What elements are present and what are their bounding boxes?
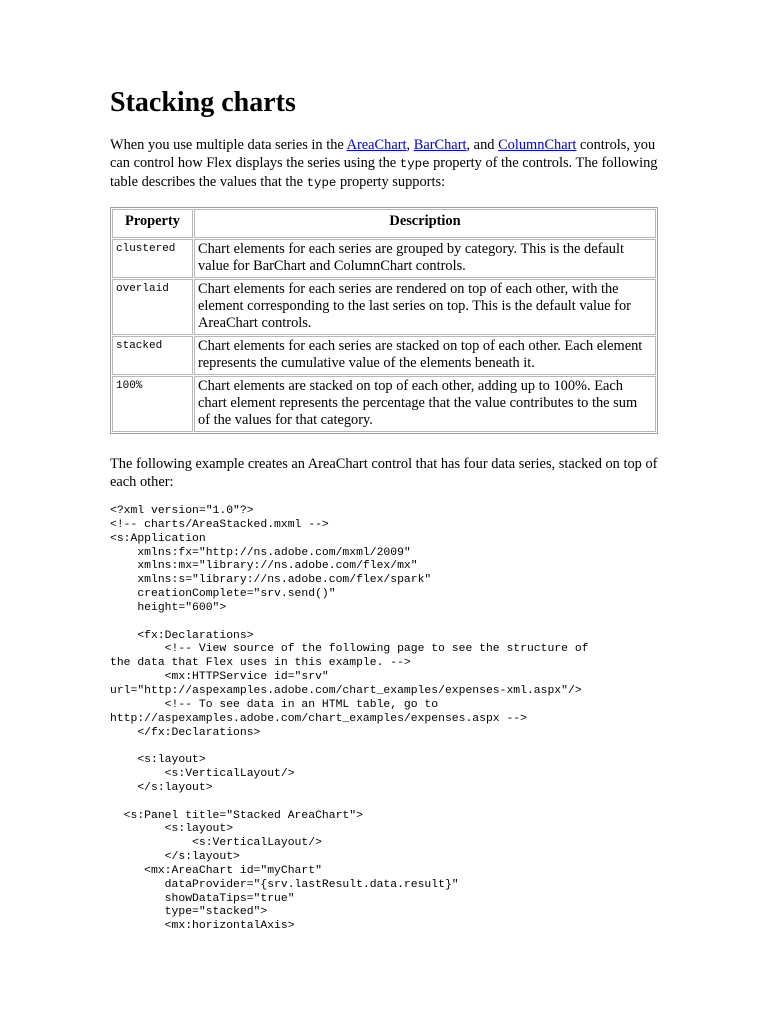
code-line: <!-- To see data in an HTML table, go to	[110, 698, 439, 711]
code-line: <mx:horizontalAxis>	[110, 920, 295, 933]
code-line: </s:layout>	[110, 781, 213, 794]
barchart-link[interactable]: BarChart	[413, 137, 467, 153]
intro-text: When you use multiple data series in the	[110, 137, 347, 153]
code-line: <s:VerticalLayout/>	[110, 837, 322, 850]
code-line: <s:VerticalLayout/>	[110, 768, 295, 781]
intro-text: controls, you can control how Flex displays the series using the	[110, 137, 656, 171]
code-line: xmlns:fx="http://ns.adobe.com/mxml/2009"	[110, 546, 411, 559]
table-row	[112, 376, 656, 432]
header-property: Property	[112, 209, 193, 238]
intro-text: property supports:	[336, 174, 446, 190]
areachart-link[interactable]: AreaChart	[346, 137, 407, 153]
description-cell: Chart elements are stacked on top of each other, adding up to 100%. Each chart element represents the percentage that the value contributes to the sum of the values for that category.	[194, 376, 656, 432]
property-table	[110, 207, 658, 434]
code-line: the data that Flex uses in this example. -->	[110, 657, 411, 670]
code-line: </s:layout>	[110, 851, 240, 864]
code-line: <!-- charts/AreaStacked.mxml -->	[110, 518, 329, 531]
code-line: <s:Panel title="Stacked AreaChart">	[110, 809, 363, 822]
description-cell: Chart elements for each series are stacked on top of each other. Each element represents the cumulative value of the elements beneath it.	[194, 336, 656, 375]
property-cell: 100%	[112, 376, 193, 432]
table-row	[112, 336, 656, 375]
property-cell: stacked	[112, 336, 193, 375]
table-row	[112, 239, 656, 278]
code-line: <?xml version="1.0"?>	[110, 505, 254, 517]
code-line: url="http://aspexamples.adobe.com/chart_examples/expenses-xml.aspx"/>	[110, 684, 582, 697]
intro-text: ,	[406, 137, 414, 153]
code-line: http://aspexamples.adobe.com/chart_examples/expenses.aspx -->	[110, 712, 527, 725]
code-line: height="600">	[110, 601, 227, 614]
type-code: type	[399, 157, 430, 171]
table-row	[112, 279, 656, 335]
code-line: <s:Application	[110, 532, 206, 545]
code-line: xmlns:mx="library://ns.adobe.com/flex/mx"	[110, 560, 418, 573]
code-listing	[110, 505, 589, 934]
description-cell: Chart elements for each series are grouped by category. This is the default value for BarChart and ColumnChart controls.	[194, 239, 656, 278]
property-cell: overlaid	[112, 279, 193, 335]
page-title: Stacking charts	[110, 87, 296, 118]
table-header-row	[112, 209, 656, 238]
code-line: <fx:Declarations>	[110, 629, 254, 642]
code-line: creationComplete="srv.send()"	[110, 588, 336, 601]
code-line: <!-- View source of the following page to see the structure of	[110, 643, 589, 656]
type-code: type	[306, 176, 337, 190]
description-cell: Chart elements for each series are rendered on top of each other, with the element corresponding to the last series on top. This is the default value for AreaChart controls.	[194, 279, 656, 335]
intro-paragraph	[110, 136, 658, 192]
property-cell: clustered	[112, 239, 193, 278]
example-description: The following example creates an AreaChart control that has four data series, stacked on top of each other:	[110, 456, 658, 490]
code-line: <s:layout>	[110, 754, 206, 767]
intro-text: , and	[466, 137, 499, 153]
code-line: <s:layout>	[110, 823, 234, 836]
columnchart-link[interactable]: ColumnChart	[498, 137, 577, 153]
code-line: <mx:HTTPService id="srv"	[110, 671, 329, 684]
code-line: type="stacked">	[110, 906, 268, 919]
code-line: showDataTips="true"	[110, 892, 295, 905]
intro-text: property of the controls. The following table describes the values that the	[110, 155, 658, 190]
code-line: xmlns:s="library://ns.adobe.com/flex/spark"	[110, 574, 432, 587]
code-line: </fx:Declarations>	[110, 726, 261, 739]
code-line: dataProvider="{srv.lastResult.data.result}"	[110, 878, 459, 891]
code-line: <mx:AreaChart id="myChart"	[110, 864, 322, 877]
header-description: Description	[194, 209, 656, 238]
